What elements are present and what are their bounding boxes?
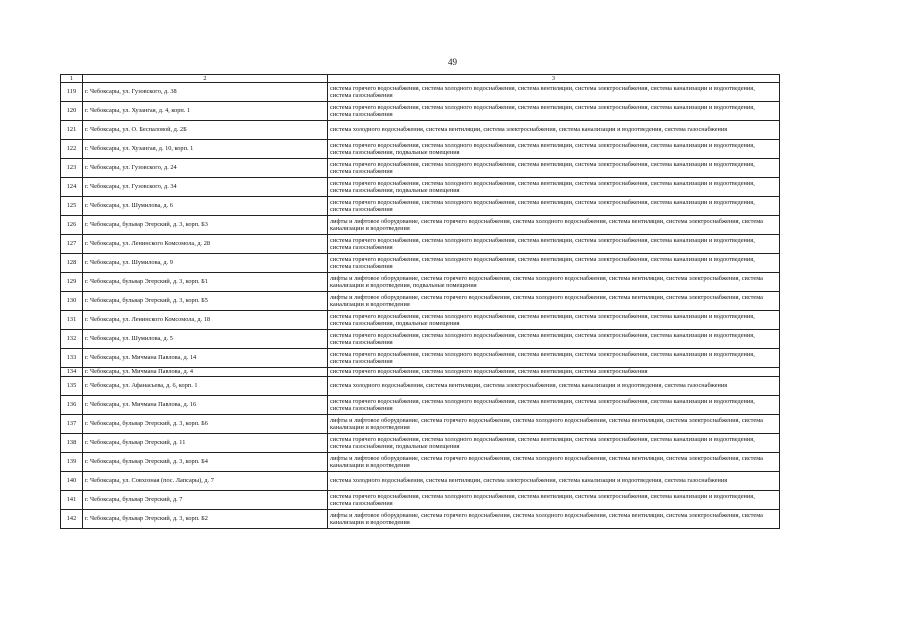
row-number-cell: 136 [61,396,83,415]
address-cell: г. Чебоксары, ул. Афанасьева, д. 6, корп. 1 [83,377,328,396]
row-number-cell: 127 [61,235,83,254]
table-row [61,368,780,377]
address-cell: г. Чебоксары, ул. Мичмана Павлова, д. 16 [83,396,328,415]
systems-cell: лифты и лифтовое оборудование, система горячего водоснабжения, система холодного водоснабжения, система вентиляции, система электроснабжения, система канализации и водоотведения [328,453,780,472]
header-cell-number: 1 [61,75,83,83]
row-number-cell: 142 [61,510,83,529]
table-row [61,159,780,178]
address-cell: г. Чебоксары, бульвар Эгерский, д. 3, корп. Б1 [83,273,328,292]
row-number-cell: 135 [61,377,83,396]
systems-cell: система горячего водоснабжения, система холодного водоснабжения, система вентиляции, система электроснабжения, система канализации и водоотведения, система газоснабжения [328,491,780,510]
row-number-cell: 139 [61,453,83,472]
systems-cell: система холодного водоснабжения, система вентиляции, система электроснабжения, система канализации и водоотведения, система газоснабжения [328,121,780,140]
systems-cell: система горячего водоснабжения, система холодного водоснабжения, система вентиляции, система электроснабжения, система канализации и водоотведения, система газоснабжения [328,330,780,349]
buildings-systems-table [60,74,780,529]
row-number-cell: 131 [61,311,83,330]
table-row [61,178,780,197]
address-cell: г. Чебоксары, ул. Гузовского, д. 24 [83,159,328,178]
row-number-cell: 121 [61,121,83,140]
header-cell-systems: 3 [328,75,780,83]
row-number-cell: 119 [61,83,83,102]
address-cell: г. Чебоксары, ул. Шумилова, д. 5 [83,330,328,349]
address-cell: г. Чебоксары, ул. Совхозная (пос. Лапсары), д. 7 [83,472,328,491]
table-row [61,254,780,273]
systems-cell: система горячего водоснабжения, система холодного водоснабжения, система вентиляции, система электроснабжения, система канализации и водоотведения, система газоснабжения, подвальные помещения [328,178,780,197]
systems-cell: система горячего водоснабжения, система холодного водоснабжения, система вентиляции, система электроснабжения, система канализации и водоотведения, система газоснабжения [328,102,780,121]
table-row [61,140,780,159]
systems-cell: лифты и лифтовое оборудование, система горячего водоснабжения, система холодного водоснабжения, система вентиляции, система электроснабжения, система канализации и водоотведения [328,510,780,529]
address-cell: г. Чебоксары, ул. О. Беспаловой, д. 2Б [83,121,328,140]
table-row [61,273,780,292]
row-number-cell: 130 [61,292,83,311]
systems-cell: система горячего водоснабжения, система холодного водоснабжения, система вентиляции, система электроснабжения, система канализации и водоотведения, система газоснабжения [328,349,780,368]
systems-cell: система горячего водоснабжения, система холодного водоснабжения, система вентиляции, система электроснабжения, система канализации и водоотведения, система газоснабжения, подвальные помещения [328,140,780,159]
table-row [61,349,780,368]
table-row [61,83,780,102]
table-row [61,396,780,415]
table-row [61,197,780,216]
table-row [61,510,780,529]
address-cell: г. Чебоксары, ул. Ленинского Комсомола, д. 18 [83,311,328,330]
systems-cell: лифты и лифтовое оборудование, система горячего водоснабжения, система холодного водоснабжения, система вентиляции, система электроснабжения, система канализации и водоотведения [328,216,780,235]
address-cell: г. Чебоксары, бульвар Эгерский, д. 3, корп. Б2 [83,510,328,529]
row-number-cell: 141 [61,491,83,510]
systems-cell: система холодного водоснабжения, система вентиляции, система электроснабжения, система канализации и водоотведения, система газоснабжения [328,377,780,396]
address-cell: г. Чебоксары, ул. Гузовского, д. 38 [83,83,328,102]
row-number-cell: 124 [61,178,83,197]
address-cell: г. Чебоксары, ул. Шумилова, д. 9 [83,254,328,273]
table-row [61,453,780,472]
table-row [61,330,780,349]
row-number-cell: 120 [61,102,83,121]
systems-cell: система горячего водоснабжения, система холодного водоснабжения, система вентиляции, система электроснабжения, система канализации и водоотведения, система газоснабжения, подвальные помещения [328,434,780,453]
address-cell: г. Чебоксары, бульвар Эгерский, д. 3, корп. Б4 [83,453,328,472]
row-number-cell: 125 [61,197,83,216]
systems-cell: система горячего водоснабжения, система холодного водоснабжения, система вентиляции, система электроснабжения, система канализации и водоотведения, система газоснабжения [328,159,780,178]
row-number-cell: 133 [61,349,83,368]
table-row [61,472,780,491]
table-row [61,415,780,434]
header-cell-address: 2 [83,75,328,83]
address-cell: г. Чебоксары, ул. Мичмана Павлова, д. 14 [83,349,328,368]
address-cell: г. Чебоксары, ул. Гузовского, д. 34 [83,178,328,197]
page-number: 49 [448,57,457,67]
address-cell: г. Чебоксары, ул. Хузангая, д. 10, корп. 1 [83,140,328,159]
address-cell: г. Чебоксары, бульвар Эгерский, д. 3, корп. Б3 [83,216,328,235]
systems-cell: лифты и лифтовое оборудование, система горячего водоснабжения, система холодного водоснабжения, система вентиляции, система электроснабжения, система канализации и водоотведения [328,292,780,311]
table-row [61,311,780,330]
systems-cell: система горячего водоснабжения, система холодного водоснабжения, система вентиляции, система электроснабжения, система канализации и водоотведения, система газоснабжения [328,235,780,254]
row-number-cell: 129 [61,273,83,292]
systems-cell: система горячего водоснабжения, система холодного водоснабжения, система вентиляции, система электроснабжения, система канализации и водоотведения, система газоснабжения [328,83,780,102]
address-cell: г. Чебоксары, ул. Мичмана Павлова, д. 4 [83,368,328,377]
address-cell: г. Чебоксары, бульвар Эгерский, д. 3, корп. Б6 [83,415,328,434]
systems-cell: система горячего водоснабжения, система холодного водоснабжения, система вентиляции, система электроснабжения, система канализации и водоотведения, система газоснабжения, подвальные помещения [328,311,780,330]
row-number-cell: 123 [61,159,83,178]
row-number-cell: 132 [61,330,83,349]
row-number-cell: 128 [61,254,83,273]
address-cell: г. Чебоксары, ул. Ленинского Комсомола, д. 28 [83,235,328,254]
row-number-cell: 137 [61,415,83,434]
systems-cell: лифты и лифтовое оборудование, система горячего водоснабжения, система холодного водоснабжения, система вентиляции, система электроснабжения, система канализации и водоотведения, подвальные помещения [328,273,780,292]
table-row [61,216,780,235]
table-row [61,292,780,311]
row-number-cell: 126 [61,216,83,235]
table-row [61,491,780,510]
table-row [61,121,780,140]
systems-cell: система холодного водоснабжения, система вентиляции, система электроснабжения, система канализации и водоотведения, система газоснабжения [328,472,780,491]
row-number-cell: 138 [61,434,83,453]
row-number-cell: 134 [61,368,83,377]
table-header-row [61,75,780,83]
systems-cell: система горячего водоснабжения, система холодного водоснабжения, система вентиляции, система электроснабжения, система канализации и водоотведения, система газоснабжения [328,197,780,216]
systems-cell: система горячего водоснабжения, система холодного водоснабжения, система вентиляции, система электроснабжения [328,368,780,377]
table-row [61,377,780,396]
address-cell: г. Чебоксары, ул. Хузангая, д. 4, корп. 1 [83,102,328,121]
address-cell: г. Чебоксары, бульвар Эгерский, д. 3, корп. Б5 [83,292,328,311]
systems-cell: система горячего водоснабжения, система холодного водоснабжения, система вентиляции, система электроснабжения, система канализации и водоотведения, система газоснабжения [328,396,780,415]
table-row [61,102,780,121]
table-row [61,434,780,453]
address-cell: г. Чебоксары, бульвар Эгерский, д. 11 [83,434,328,453]
systems-cell: система горячего водоснабжения, система холодного водоснабжения, система вентиляции, система электроснабжения, система канализации и водоотведения, система газоснабжения [328,254,780,273]
row-number-cell: 140 [61,472,83,491]
table-row [61,235,780,254]
address-cell: г. Чебоксары, ул. Шумилова, д. 6 [83,197,328,216]
address-cell: г. Чебоксары, бульвар Эгерский, д. 7 [83,491,328,510]
row-number-cell: 122 [61,140,83,159]
systems-cell: лифты и лифтовое оборудование, система горячего водоснабжения, система холодного водоснабжения, система вентиляции, система электроснабжения, система канализации и водоотведения [328,415,780,434]
